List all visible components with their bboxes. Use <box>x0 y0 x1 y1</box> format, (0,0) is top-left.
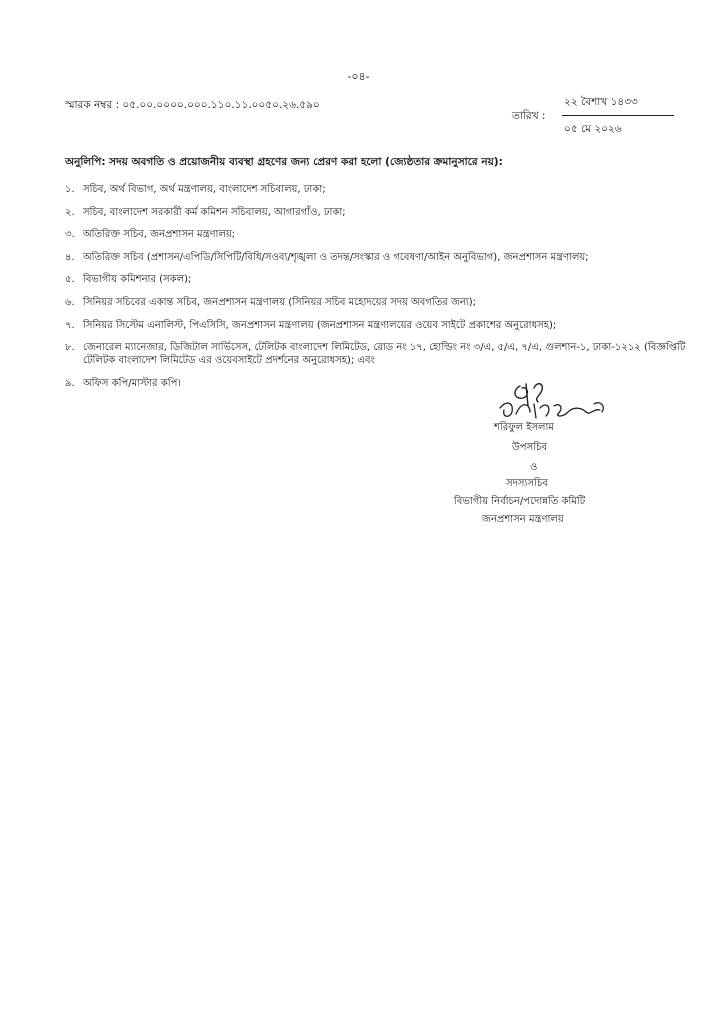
item-text: সিনিয়র সচিবের একান্ত সচিব, জনপ্রশাসন মন্ত্রণালয় (সিনিয়র সচিব মহোদয়ের সদয় অবগতির জন্য); <box>83 296 477 308</box>
ministry-name: জনপ্রশাসন মন্ত্রণালয় <box>482 514 564 525</box>
item-text: অতিরিক্ত সচিব, জনপ্রশাসন মন্ত্রণালয়; <box>83 229 236 241</box>
item-number: ২. <box>65 206 75 218</box>
item-text: সিনিয়র সিস্টেম এনালিস্ট, পিএসিসি, জনপ্রশাসন মন্ত্রণালয় (জনপ্রশাসন মন্ত্রণালয়ের ওয়েব সাইটে প্রকাশের অনুরোধসহ); <box>83 319 557 331</box>
committee-name: বিভাগীয় নির্বাচন/পদোন্নতি কমিটি <box>454 496 586 507</box>
list-item <box>65 296 705 309</box>
page-number: -০৪- <box>347 70 370 83</box>
item-text: বিভাগীয় কমিশনার (সকল); <box>83 274 192 286</box>
date-label: তারিখ : <box>512 110 546 122</box>
signatory-name: শরিফুল ইসলাম <box>494 422 554 433</box>
list-item <box>65 341 705 367</box>
item-text: অতিরিক্ত সচিব (প্রশাসন/এপিডি/সিপিটি/বিধি/সওব্য/শৃঙ্খলা ও তদন্ত/সংস্কার ও গবেষণা/আইন অনুবিভাগ), জনপ্রশাসন মন্ত্রণালয়; <box>83 251 589 263</box>
handwritten-signature <box>490 378 620 426</box>
date-values <box>562 95 674 139</box>
item-number: ৩. <box>65 229 75 241</box>
list-item <box>65 183 705 196</box>
item-text: জেনারেল ম্যানেজার, ডিজিটাল সার্ভিসেস, টেলিটক বাংলাদেশ লিমিটেড, রোড নং ১৭, হোল্ডিং নং ৩/এ, ৫/এ, ৭/এ, গুলশান-১, ঢাকা-১২১২ (বিজ্ঞপ্তিটি টেলিটক বাংলাদেশ লিমিটেড এর ওয়েবসাইটে প্রদর্শনের অনুরোধসহ); এবং <box>83 342 686 367</box>
item-number: ১. <box>65 184 75 195</box>
conjunction-text: ও <box>530 462 538 473</box>
date-english: ০৫ মে ২০২৬ <box>564 123 622 135</box>
item-number: ৪. <box>65 251 75 263</box>
item-text: সচিব, অর্থ বিভাগ, অর্থ মন্ত্রণালয়, বাংলাদেশ সচিবালয়, ঢাকা; <box>83 184 326 195</box>
list-item <box>65 251 705 264</box>
item-number: ৭. <box>65 319 75 331</box>
list-item <box>65 228 705 241</box>
item-text: অফিস কপি/মাস্টার কপি। <box>83 377 181 389</box>
list-item <box>65 273 705 286</box>
item-text: সচিব, বাংলাদেশ সরকারী কর্ম কমিশন সচিবালয়, আগারগাঁও, ঢাকা; <box>83 206 346 218</box>
item-number: ৮. <box>65 342 75 354</box>
memo-number: স্মারক নম্বর : ০৫.০০.০০০০.০০০.১১০.১১.০০৫০.২৬.৫৯০ <box>65 99 320 111</box>
copy-list <box>65 183 705 399</box>
signatory-designation: উপসচিব <box>512 442 548 453</box>
list-item <box>65 206 705 219</box>
copy-heading: অনুলিপি: সদয় অবগতি ও প্রয়োজনীয় ব্যবস্থা গ্রহণের জন্য প্রেরণ করা হলো (জ্যেষ্ঠতার ক্রমানুসারে নয়): <box>65 156 503 168</box>
item-number: ৯. <box>65 377 75 389</box>
item-number: ৫. <box>65 274 75 286</box>
list-item <box>65 319 705 332</box>
date-bangla: ২২ বৈশাখ ১৪৩৩ <box>562 95 674 116</box>
signatory-role: সদস্যসচিব <box>506 478 548 489</box>
item-number: ৬. <box>65 296 75 308</box>
